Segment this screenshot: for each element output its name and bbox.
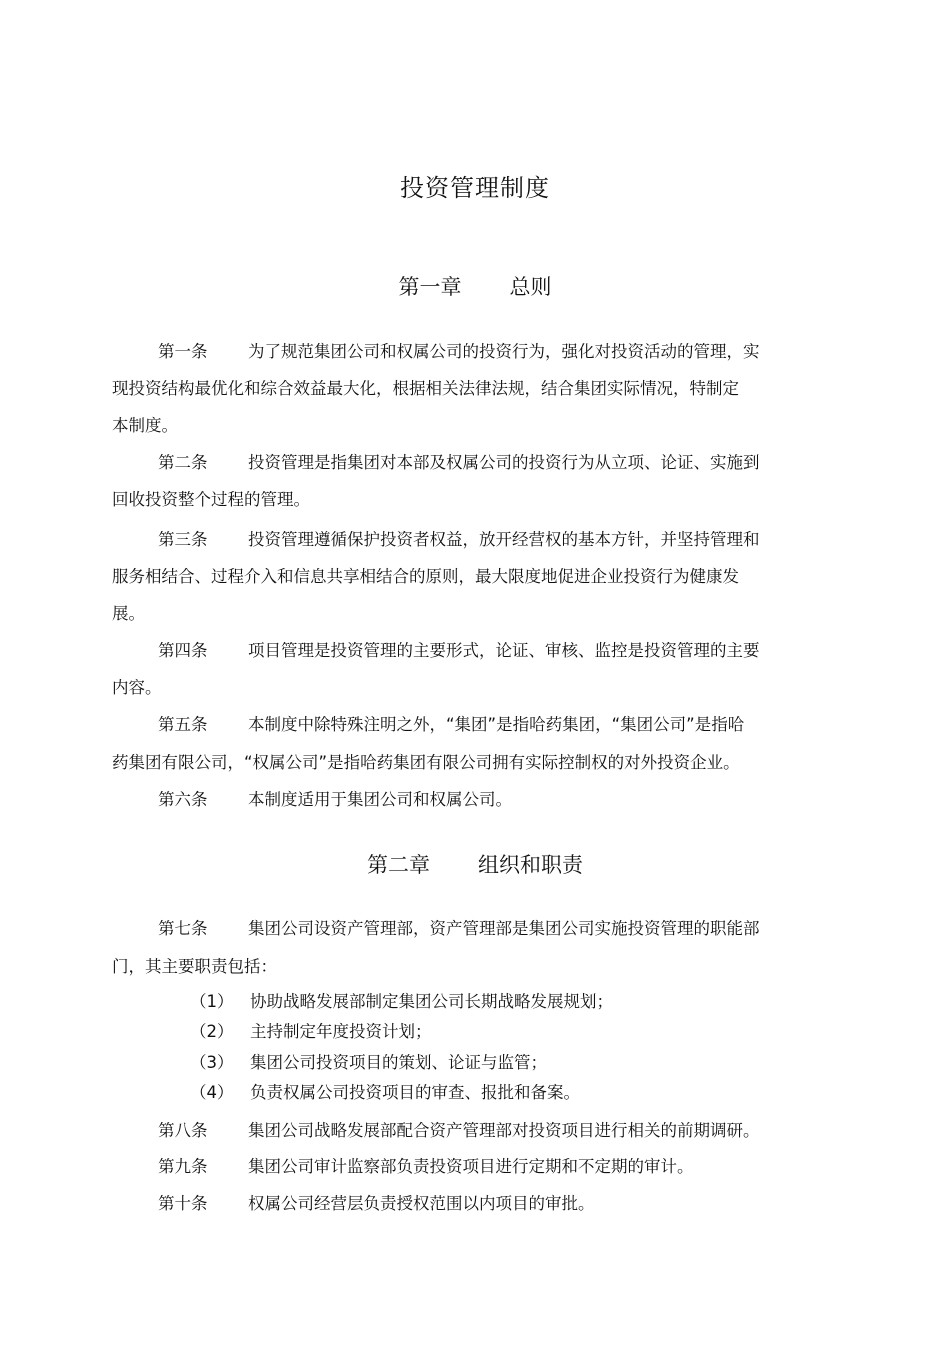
article-label: 第四条 xyxy=(158,641,208,660)
article-3-line-3: 展。 xyxy=(112,604,145,623)
item-text: 主持制定年度投资计划； xyxy=(250,1022,432,1041)
chapter-name: 总则 xyxy=(509,275,552,299)
article-label: 第三条 xyxy=(158,530,208,549)
article-1-line-3: 本制度。 xyxy=(112,416,178,435)
article-text: 集团公司战略发展部配合资产管理部对投资项目进行相关的前期调研。 xyxy=(248,1121,760,1140)
item-number: （3） xyxy=(190,1053,234,1072)
item-text: 集团公司投资项目的策划、论证与监管； xyxy=(250,1053,547,1072)
article-label: 第五条 xyxy=(158,715,208,734)
article-text: 本制度适用于集团公司和权属公司。 xyxy=(248,790,512,809)
article-9-line-1 xyxy=(158,1155,694,1179)
article-6-line-1 xyxy=(158,788,512,812)
article-text: 项目管理是投资管理的主要形式，论证、审核、监控是投资管理的主要 xyxy=(248,641,760,660)
item-number: （1） xyxy=(190,992,234,1011)
item-text: 负责权属公司投资项目的审查、报批和备案。 xyxy=(250,1083,580,1102)
article-8-line-1 xyxy=(158,1119,760,1143)
article-3-line-1 xyxy=(158,528,760,552)
article-label: 第九条 xyxy=(158,1157,208,1176)
article-text: 本制度中除特殊注明之外，“集团”是指哈药集团，“集团公司”是指哈 xyxy=(248,715,745,734)
article-2-line-1 xyxy=(158,451,760,475)
duty-item xyxy=(190,1020,432,1044)
chapter-number: 第二章 xyxy=(367,853,430,877)
duty-item xyxy=(190,1051,547,1075)
article-5-line-1 xyxy=(158,713,744,737)
chapter-number: 第一章 xyxy=(398,275,462,299)
duty-item xyxy=(190,990,613,1014)
article-label: 第八条 xyxy=(158,1121,208,1140)
article-7-line-1 xyxy=(158,917,760,941)
article-4-line-1 xyxy=(158,639,760,663)
article-5-line-2: 药集团有限公司，“权属公司”是指哈药集团有限公司拥有实际控制权的对外投资企业。 xyxy=(112,753,740,772)
article-label: 第十条 xyxy=(158,1194,208,1213)
item-text: 协助战略发展部制定集团公司长期战略发展规划； xyxy=(250,992,613,1011)
article-3-line-2: 服务相结合、过程介入和信息共享相结合的原则，最大限度地促进企业投资行为健康发 xyxy=(112,567,739,586)
page-title: 投资管理制度 xyxy=(400,174,550,202)
article-1-line-2: 现投资结构最优化和综合效益最大化，根据相关法律法规，结合集团实际情况，特制定 xyxy=(112,379,739,398)
chapter-name: 组织和职责 xyxy=(478,853,583,877)
article-text: 集团公司设资产管理部，资产管理部是集团公司实施投资管理的职能部 xyxy=(248,919,760,938)
article-text: 集团公司审计监察部负责投资项目进行定期和不定期的审计。 xyxy=(248,1157,694,1176)
item-number: （2） xyxy=(190,1022,234,1041)
article-2-line-2: 回收投资整个过程的管理。 xyxy=(112,490,310,509)
article-label: 第一条 xyxy=(158,342,208,361)
duty-item xyxy=(190,1081,580,1105)
article-text: 为了规范集团公司和权属公司的投资行为，强化对投资活动的管理，实 xyxy=(248,342,760,361)
article-text: 投资管理是指集团对本部及权属公司的投资行为从立项、论证、实施到 xyxy=(248,453,760,472)
chapter-2-heading xyxy=(0,850,950,880)
article-text: 权属公司经营层负责授权范围以内项目的审批。 xyxy=(248,1194,595,1213)
article-7-line-2: 门，其主要职责包括： xyxy=(112,957,277,976)
article-label: 第二条 xyxy=(158,453,208,472)
item-number: （4） xyxy=(190,1083,234,1102)
article-4-line-2: 内容。 xyxy=(112,678,162,697)
article-1-line-1 xyxy=(158,340,760,364)
chapter-1-heading xyxy=(0,272,950,302)
article-label: 第七条 xyxy=(158,919,208,938)
article-text: 投资管理遵循保护投资者权益，放开经营权的基本方针，并坚持管理和 xyxy=(248,530,760,549)
article-label: 第六条 xyxy=(158,790,208,809)
article-10-line-1 xyxy=(158,1192,595,1216)
